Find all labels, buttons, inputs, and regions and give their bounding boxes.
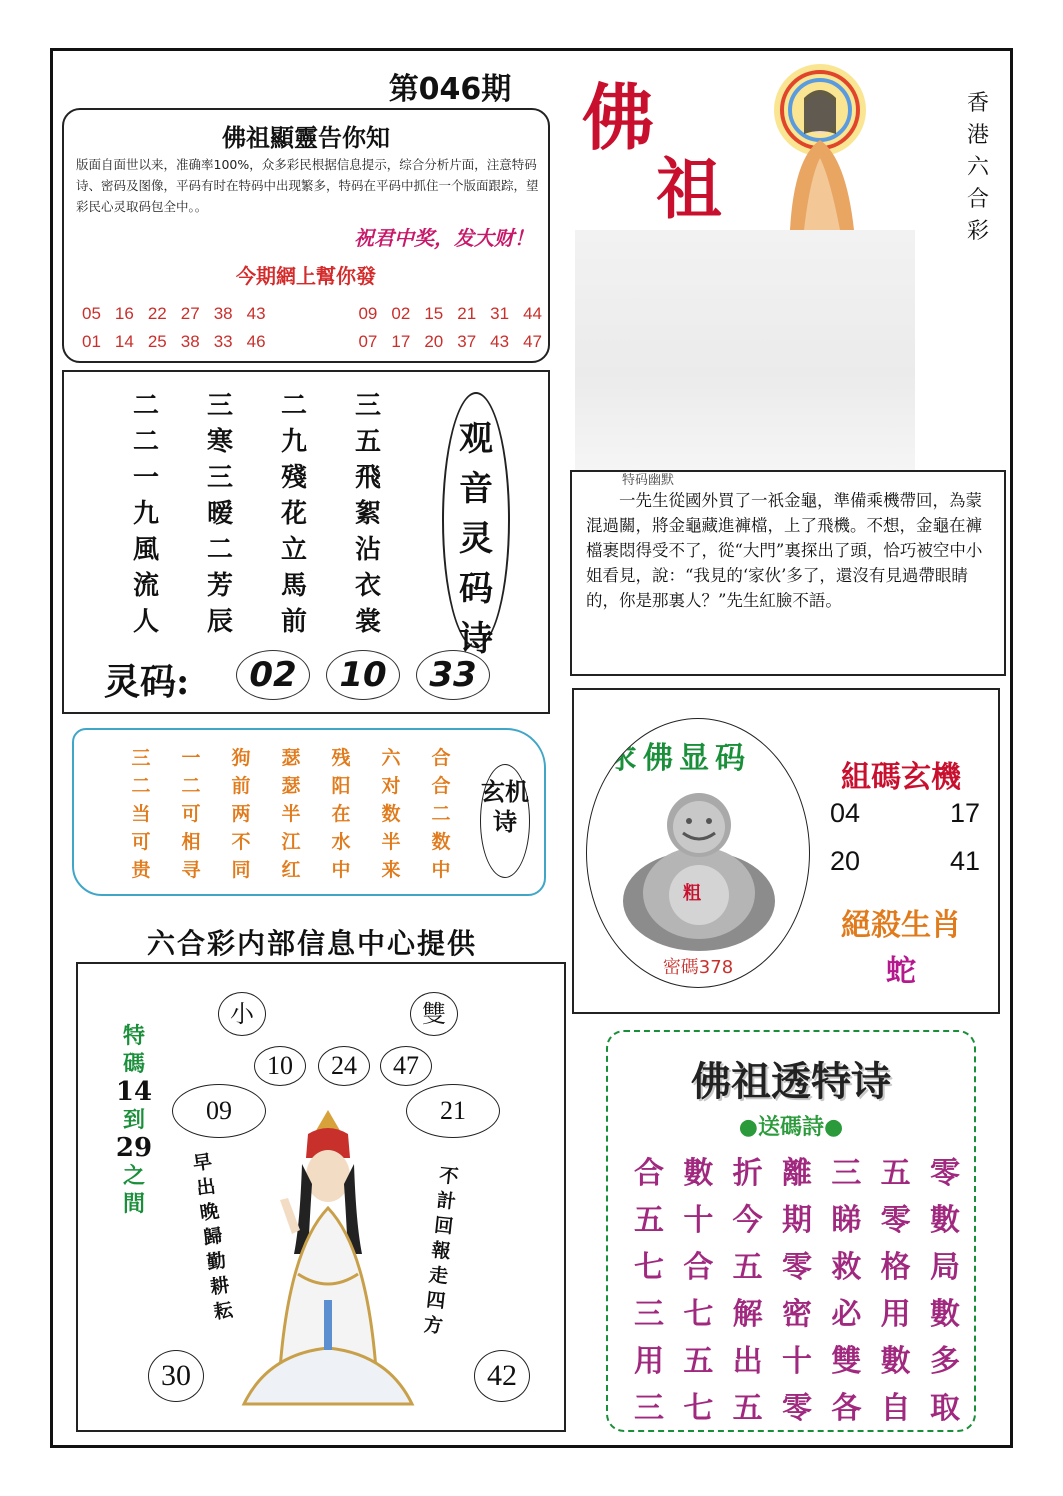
poem-column: 二九殘花立馬前: [280, 391, 307, 637]
guanyin-box: [76, 962, 566, 1432]
number: 02: [391, 304, 411, 323]
number: 33: [213, 332, 233, 351]
poem-char: 三: [634, 1297, 664, 1332]
lingma-number: 33: [416, 650, 490, 700]
xuanji-column: 合合二数中: [431, 747, 451, 881]
buddha-box: [572, 688, 1000, 1014]
number: 38: [180, 332, 200, 351]
poem-char: 五: [732, 1250, 763, 1285]
side-char: 六: [966, 155, 989, 180]
humor-story-box: [570, 470, 1006, 676]
number: 46: [246, 332, 266, 351]
poem-char: 折: [732, 1156, 763, 1191]
tema-number: 14: [115, 1077, 153, 1107]
number: 09: [358, 304, 378, 323]
poem-char: 數: [683, 1156, 714, 1191]
double-label: 雙: [410, 992, 458, 1036]
poem-column: 三五飛絮沾衣裳: [354, 391, 381, 637]
xuanji-column: 残阳在水中: [331, 747, 351, 881]
laughing-buddha-icon: [617, 783, 781, 953]
zuma-number: 20: [830, 846, 861, 876]
header-char-fo: 佛: [582, 75, 655, 160]
jue-sha-value: 蛇: [886, 954, 916, 989]
poem-char: 救: [831, 1250, 862, 1285]
tema-char: 碼: [122, 1051, 145, 1077]
top-number: 47: [380, 1046, 432, 1086]
number: 47: [523, 332, 542, 351]
header-side-text: [960, 88, 996, 248]
story-heading: 特码幽默: [622, 473, 675, 488]
poem-char: 用: [634, 1344, 664, 1379]
intro-title: 佛祖顯靈告你知: [222, 123, 390, 152]
number: 17: [391, 332, 411, 351]
poem-char: 三: [831, 1156, 862, 1191]
guanyin-poem-title: 观音灵码诗: [442, 392, 510, 648]
poem-char: 數: [929, 1203, 960, 1238]
small-label: 小: [218, 992, 266, 1036]
poem-row: [634, 1197, 960, 1244]
poem-char: 雙: [831, 1344, 862, 1379]
poem-row: [634, 1150, 960, 1197]
lingma-number: 10: [326, 650, 400, 700]
intro-subtitle: 今期網上幫你發: [236, 264, 376, 288]
right-oval-number: 21: [406, 1084, 500, 1138]
number: 31: [490, 304, 510, 323]
right-verse: 不計回報走四方: [422, 1164, 460, 1338]
intro-body: 版面自面世以来，准确率100%，众多彩民根据信息提示，综合分析片面，注意特码诗、密码及图像，平码有时在特码中出现繁多，特码在平码中抓住一个版面跟踪，望彩民心灵取码包全中。。: [76, 157, 539, 214]
guanyin-figure-icon: [238, 1104, 418, 1424]
poem-char: 五: [634, 1203, 664, 1238]
poem-char: 用: [880, 1297, 911, 1332]
poem-char: 取: [929, 1391, 960, 1426]
lingma-number: 02: [236, 650, 310, 700]
buddha-top-text: 求佛显码: [607, 741, 751, 776]
poem-row: [634, 1338, 960, 1385]
poem-char: 局: [929, 1250, 960, 1285]
poem-char: 三: [634, 1391, 664, 1426]
zuma-row-1: [830, 798, 980, 829]
buddha-oval: [586, 718, 810, 988]
xuanji-column: 六对数半来: [381, 747, 401, 881]
number: 22: [147, 304, 167, 323]
intro-box: [62, 108, 550, 363]
poem-column: 三寒三暧二芳辰: [206, 391, 233, 637]
story-body: 一先生從國外買了一祇金龜，準備乘機帶回，為蒙混過關，將金龜藏進褲檔，上了飛機。不想，金龜在褲檔裹悶得受不了，從“大門”裏探出了頭，恰巧被空中小姐看見，說：“我見的‘家伙’多了，還沒有見過帶眼睛的，你是那裏人？”先生紅臉不語。: [586, 491, 983, 610]
number: 27: [180, 304, 200, 323]
guanyin-poem-box: [62, 370, 550, 714]
poem-char: 零: [880, 1203, 911, 1238]
top-number: 24: [318, 1046, 370, 1086]
top-number: 10: [254, 1046, 306, 1086]
number: 25: [147, 332, 167, 351]
tema-char: 之: [122, 1163, 145, 1189]
blurred-region: [575, 230, 915, 470]
poem-char: 七: [683, 1297, 714, 1332]
poem-char: 數: [929, 1297, 960, 1332]
side-char: 香: [966, 91, 989, 116]
poem-char: 十: [683, 1203, 714, 1238]
issue-number: 第046期: [388, 72, 512, 107]
number: 21: [457, 304, 477, 323]
tema-char: 特: [122, 1023, 145, 1049]
poem-char: 自: [880, 1391, 911, 1426]
poem-char: 多: [929, 1344, 960, 1379]
number: 44: [523, 304, 542, 323]
poem-char: 睇: [831, 1203, 862, 1238]
mima-text: 密碼378: [662, 957, 734, 978]
poem-char: 十: [781, 1344, 812, 1379]
poem-char: 零: [781, 1250, 812, 1285]
blessing-text: 祝君中奖，发大财！: [354, 226, 534, 250]
number-row-2: [82, 332, 542, 352]
header-char-zu: 祖: [656, 150, 722, 228]
zuma-row-2: [830, 846, 980, 877]
tema-range: [112, 1022, 156, 1218]
poem-char: 密: [781, 1297, 812, 1332]
send-poem-box: [606, 1030, 976, 1432]
side-char: 合: [966, 187, 989, 212]
poem-char: 期: [781, 1203, 812, 1238]
number: 43: [246, 304, 266, 323]
zuma-title: 組碼玄機: [841, 760, 961, 795]
left-verse: 早出晚歸勤耕耘: [191, 1150, 235, 1324]
corner-number-left: 30: [148, 1350, 204, 1402]
xuanji-poem-box: [72, 728, 546, 896]
side-char: 彩: [966, 219, 989, 244]
corner-number-right: 42: [474, 1350, 530, 1402]
tema-number: 29: [115, 1133, 153, 1163]
number-row-1: [82, 304, 542, 324]
poem-char: 數: [880, 1344, 911, 1379]
number: 15: [424, 304, 444, 323]
poem-char: 必: [831, 1297, 862, 1332]
number: 05: [82, 304, 101, 323]
xuanji-column: 狗前两不同: [231, 747, 251, 881]
poem-char: 各: [831, 1391, 862, 1426]
number: 37: [457, 332, 477, 351]
number: 20: [424, 332, 444, 351]
poem-char: 格: [880, 1250, 911, 1285]
poem-row: [634, 1244, 960, 1291]
poem-char: 出: [732, 1344, 763, 1379]
number: 43: [490, 332, 510, 351]
zuma-number: 17: [949, 798, 980, 828]
number: 14: [114, 332, 134, 351]
poem-row: [634, 1291, 960, 1338]
jue-sha-title: 絕殺生肖: [841, 908, 961, 943]
poem-char: 解: [732, 1297, 763, 1332]
poem-char: 合: [683, 1250, 714, 1285]
xuanji-title: 玄机诗: [480, 764, 530, 878]
poem-char: 合: [634, 1156, 664, 1191]
number: 01: [82, 332, 101, 351]
left-oval-number: 09: [172, 1084, 266, 1138]
tema-char: 到: [122, 1107, 145, 1133]
poem-char: 五: [880, 1156, 911, 1191]
xuanji-column: 瑟瑟半江红: [281, 747, 301, 881]
xuanji-column: 一二可相寻: [181, 747, 201, 881]
zuma-number: 04: [830, 798, 861, 828]
send-poem-subtitle: ●送碼詩●: [738, 1114, 844, 1140]
poem-char: 五: [683, 1344, 714, 1379]
number: 07: [358, 332, 378, 351]
buddha-badge: 粗: [683, 883, 701, 904]
tema-char: 間: [122, 1191, 145, 1217]
poem-char: 零: [929, 1156, 960, 1191]
poem-column: 二二一九風流人: [132, 391, 159, 637]
poem-char: 七: [683, 1391, 714, 1426]
poem-char: 七: [634, 1250, 664, 1285]
guanyin-header-icon: [760, 58, 880, 230]
lingma-label: 灵码:: [104, 661, 190, 703]
poem-char: 五: [732, 1391, 763, 1426]
side-char: 港: [966, 123, 989, 148]
send-poem-grid: [634, 1150, 960, 1432]
provider-text: 六合彩内部信息中心提供: [146, 927, 477, 960]
poem-row: [634, 1385, 960, 1432]
poem-char: 離: [781, 1156, 812, 1191]
xuanji-column: 三二当可贵: [131, 747, 151, 881]
number: 38: [213, 304, 233, 323]
zuma-number: 41: [949, 846, 980, 876]
number: 16: [114, 304, 134, 323]
poem-char: 零: [781, 1391, 812, 1426]
send-poem-title: 佛祖透特诗: [691, 1058, 891, 1105]
poem-char: 今: [732, 1203, 763, 1238]
